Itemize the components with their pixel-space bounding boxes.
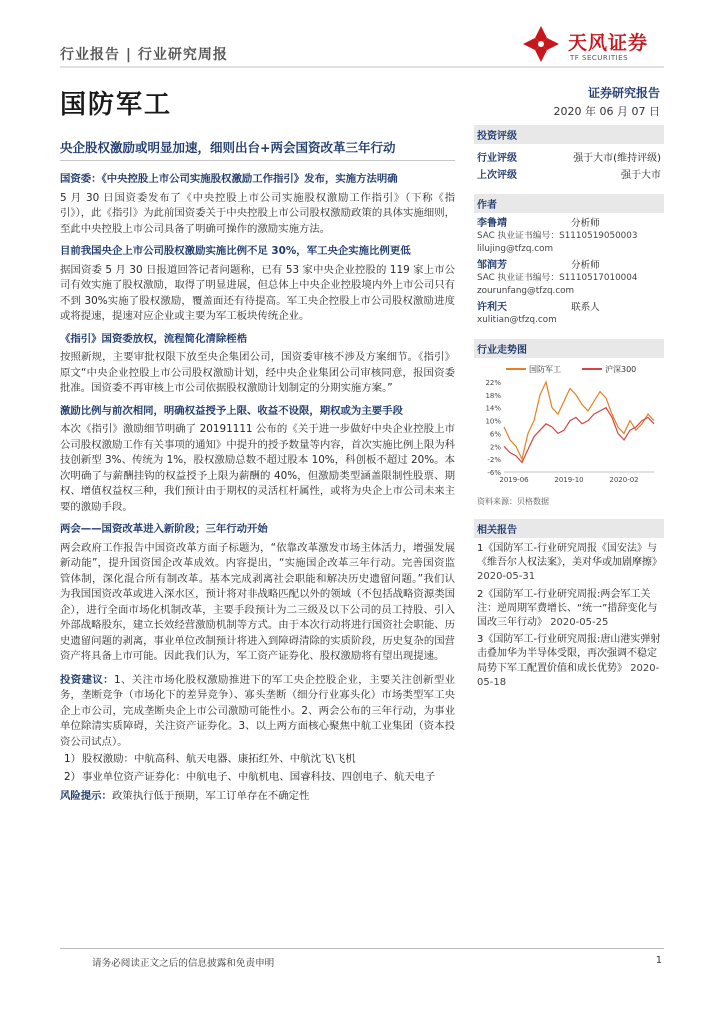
authors-heading: 作者 (474, 194, 664, 213)
author-name: 李鲁靖 (477, 218, 507, 229)
report-type: 证券研究报告 (587, 86, 660, 100)
list-text: 股权激励：中航高科、航天电器、康拓红外、中航沈飞\飞机 (82, 753, 356, 765)
logo-name-en: TF SECURITIES (570, 54, 629, 62)
footer-disclaimer: 请务必阅读正文之后的信息披露和免责申明 (92, 958, 275, 969)
advice-label: 投资建议： (60, 673, 114, 686)
y-tick-label: -6% (487, 469, 501, 477)
author-name: 许利天 (477, 302, 507, 313)
investment-advice (60, 673, 455, 751)
legend-label-csi300: 沪深300 (605, 365, 637, 374)
author-sac: SAC 执业证书编号：S1110519050003 (477, 231, 638, 241)
related-report-title: 2《国防军工-行业研究周报:两会军工关注：逆周期军费增长、“统一”措辞变化与国改三年行动》 (477, 588, 658, 629)
y-tick-label: 6% (489, 430, 501, 439)
chart-source: 资料来源：贝格数据 (477, 497, 549, 506)
related-reports (474, 542, 664, 690)
rating-key: 上次评级 (477, 170, 517, 181)
rating-value: 强于大市 (621, 170, 661, 181)
section-paragraph: 按照新规，主要审批权限下放至央企集团公司，国资委审核不涉及方案细节。《指引》原文“中央企业控股上市公司股权激励计划，经中央企业集团公司审核同意，报国资委批准。国资委不再审核上市公司依据股权激励计划制定的分期实施方案。” (60, 351, 455, 394)
section-paragraph: 据国资委 5 月 30 日报道回答记者问题称，已有 53 家中央企业控股的 119 家上市公司有效实施了股权激励，取得了明显进展，但总体上中央企业控股境内外上市公司只有不到 30%实施了股权激励，覆盖面还有待提高。军工央企控股上市公司股权激励进度或将提速，提速对应企业或主要为军工板块传统企业。 (60, 263, 455, 322)
list-number: 1） (64, 753, 82, 765)
author-name: 邹润芳 (477, 260, 507, 271)
author-role: 分析师 (571, 218, 600, 229)
section-paragraph: 本次《指引》激励细节明确了 20191111 公布的《关于进一步做好中央企业控股上市公司股权激励工作有关事项的通知》中提升的授予数量等内容，首次实施比例上限为科技创新型 3%、传统为 1%，股权激励总数不超过股本 10%，科创板不超过 20%。本次明确了与薪酬挂钩的权益授予上限为薪酬的 40%，但激励类型涵盖限制性股票、期权、增值权益权三种，我们预计由于期权的灵活杠杆属性，或将为央企上市公司未来主要的激励手段。 (60, 423, 455, 513)
y-tick-label: 14% (485, 404, 501, 413)
section-heading: 目前我国央企上市公司股权激励实施比例不足 30%，军工央企实施比例更低 (60, 245, 411, 257)
series-line-1 (504, 408, 654, 463)
report-date: 2020 年 06 月 07 日 (553, 105, 660, 118)
related-report[interactable] (477, 633, 664, 690)
trend-chart-svg (474, 362, 664, 492)
section-heading: 《指引》国资委放权，流程简化清除桎梏 (60, 332, 248, 345)
y-tick-label: 22% (485, 379, 501, 387)
related-report[interactable] (477, 542, 664, 585)
trend-heading: 行业走势图 (474, 339, 664, 358)
related-report-title: 3《国防军工-行业研究周报:唐山港实弹射击叠加华为半导体受限，再次强调不稳定局势下军工配置价值和成长优势》 (477, 634, 661, 674)
related-report-date: 2020-05-31 (477, 571, 536, 583)
list-text: 事业单位资产证券化：中航电子、中航机电、国睿科技、四创电子、航天电子 (82, 770, 436, 783)
advice-text: 1、关注市场化股权激励推进下的军工央企控股企业，主要关注创新型业务，垄断竞争（市场化下的差异竞争）、寡头垄断（细分行业寡头化）市场类型军工央企上市公司，完成垄断央企上市公司激励可能性小。2、两会公布的三年行动，为事业单位除清实质障碍，关注资产证券化。3、以上两方面核心聚焦中航工业集团（资本投资公司试点）。 (60, 673, 456, 748)
x-tick-label: 2020-02 (609, 476, 639, 484)
list-number: 2） (64, 770, 82, 783)
list-item (60, 770, 455, 786)
section-heading: 国资委：《中央控股上市公司实施股权激励工作指引》发布，实施方法明确 (60, 173, 398, 185)
section-paragraph: 5 月 30 日国资委发布了《中央控股上市公司实施股权激励工作指引》（下称《指引》），此《指引》为此前国资委关于中央控股上市公司股权激励政策的具体实施细则，至此中央控股上市公司具备了明确可操作的激励实施方法。 (60, 191, 455, 235)
logo-mark-icon (518, 22, 564, 68)
sector-title: 国防军工 (60, 90, 173, 120)
rating-heading: 投资评级 (474, 125, 664, 144)
x-tick-label: 2019-06 (499, 476, 529, 484)
rating-value: 强于大市(维持评级) (573, 153, 661, 164)
rating-row (474, 148, 664, 165)
author-email[interactable]: xulitian@tfzq.com (477, 315, 557, 325)
report-body (60, 172, 455, 805)
x-tick-label: 2019-10 (554, 476, 584, 484)
risk-label: 风险提示： (60, 790, 112, 802)
related-report-title: 1《国防军工-行业研究周报《国安法》与《维吾尔人权法案》，美对华或加剧摩擦》 (477, 543, 662, 569)
related-report-date: 2020-05-18 (477, 662, 660, 688)
page-number: 1 (655, 955, 662, 966)
y-tick-label: 10% (485, 417, 501, 426)
author-block (474, 301, 664, 327)
author-email[interactable]: lilujing@tfzq.com (477, 244, 554, 254)
trend-chart (474, 362, 664, 492)
author-block (474, 217, 664, 256)
section-heading: 两会——国资改革进入新阶段；三年行动开始 (60, 523, 268, 535)
section-paragraph: 两会政府工作报告中国资改革方面子标题为，“依靠改革激发市场主体活力，增强发展新动能”，提升国资国企改革成效。内容提出，“实施国企改革三年行动。完善国资监管体制，深化混合所有制改革。基本完成剥离社会职能和解决历史遗留问题。”我们认为我国国资改革或进入深水区，预计将对非战略匹配以外的领域（不包括战略资源类国企），进行全面市场化机制改革，主要手段预计为二三级及以下公司的员工持股、引入外部战略股东，建立长效经营激励机制等方式。由于本次行动将进行国资社会职能、历史遗留问题的剥离，事业单位改制预计将进入到障碍清除的实质阶段，历史复杂的国营资产将具备上市可能。因此我们认为，军工资产证券化、股权激励将有望出现提速。 (60, 541, 455, 662)
title-divider (60, 160, 455, 161)
risk-text: 政策执行低于预期，军工订单存在不确定性 (111, 790, 310, 802)
author-role: 分析师 (571, 260, 600, 271)
report-category: 行业报告 | 行业研究周报 (60, 47, 228, 63)
y-tick-label: 2% (489, 443, 501, 452)
logo-name-cn: 天风证券 (568, 32, 649, 54)
author-role: 联系人 (571, 302, 600, 313)
related-heading: 相关报告 (474, 519, 664, 538)
legend-label-defense: 国防军工 (529, 365, 561, 374)
author-block (474, 259, 664, 298)
author-sac: SAC 执业证书编号：S1110517010004 (477, 273, 638, 283)
risk-warning (60, 789, 455, 805)
y-tick-label: 18% (485, 391, 501, 400)
related-report[interactable] (477, 588, 664, 631)
company-logo (518, 22, 668, 72)
rating-row (474, 165, 664, 182)
author-email[interactable]: zourunfang@tfzq.com (477, 286, 575, 296)
footer-divider (60, 948, 664, 949)
related-report-date: 2020-05-25 (550, 617, 609, 629)
section-heading: 激励比例与前次相同，明确权益授予上限、收益不设限，期权或为主要手段 (60, 404, 403, 417)
rating-key: 行业评级 (477, 153, 517, 164)
list-item (60, 752, 455, 768)
sidebar (474, 125, 664, 693)
y-tick-label: -2% (487, 456, 501, 465)
main-title: 央企股权激励或明显加速，细则出台+两会国资改革三年行动 (60, 140, 396, 155)
